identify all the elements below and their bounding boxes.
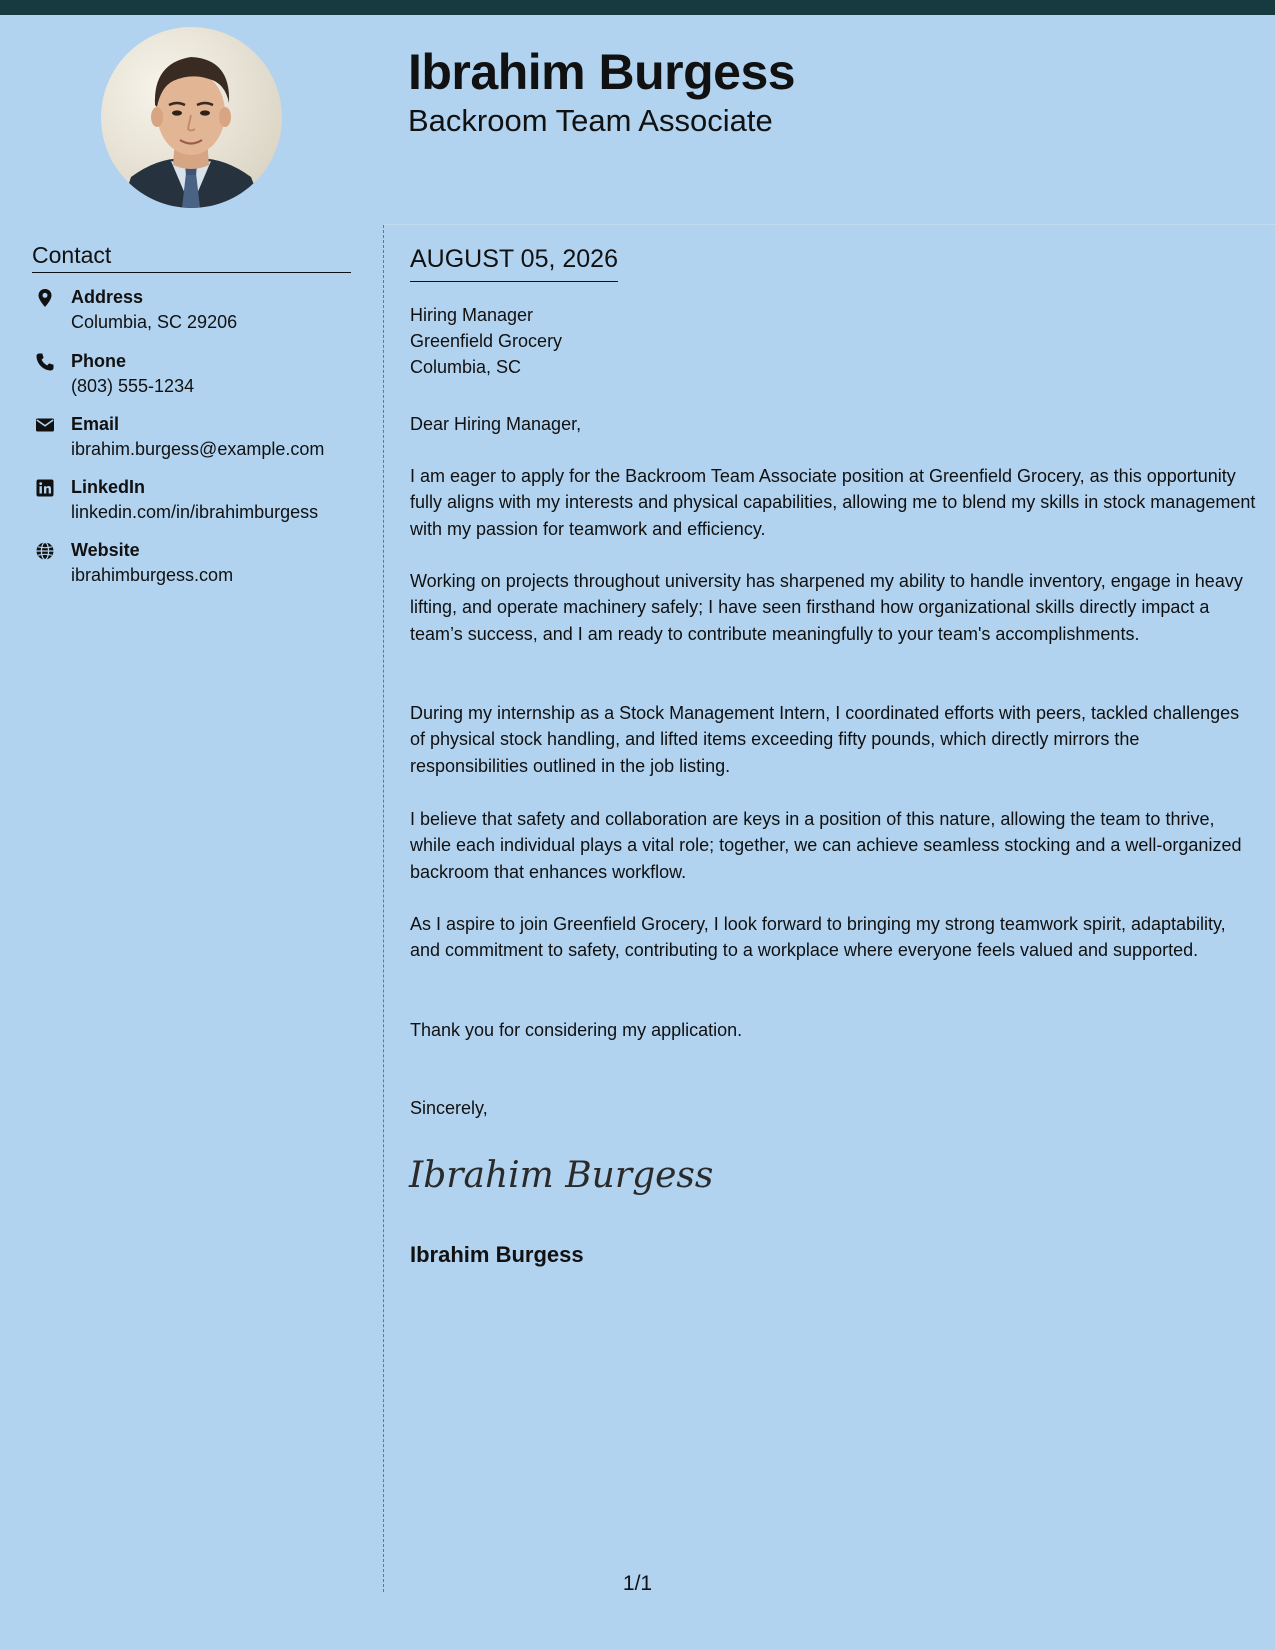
contact-phone xyxy=(32,348,362,400)
letter-date: AUGUST 05, 2026 xyxy=(410,243,618,282)
column-divider xyxy=(383,225,384,1592)
page-number: 1/1 xyxy=(622,1572,653,1595)
contact-value: ibrahim.burgess@example.com xyxy=(71,439,325,459)
globe-icon xyxy=(35,541,55,561)
salutation: Dear Hiring Manager, xyxy=(410,414,582,434)
top-accent-bar xyxy=(0,0,1275,15)
linkedin-icon xyxy=(35,478,55,498)
letter-paragraph: During my internship as a Stock Management Intern, I coordinated efforts with peers, tackled challenges of physical stock handling, and lifted items exceeding fifty pounds, which directly mirrors the responsibilities outlined in the job listing. xyxy=(410,703,1240,776)
map-pin-icon xyxy=(35,288,55,308)
letter-paragraph: Thank you for considering my application. xyxy=(410,1020,743,1040)
contact-heading: Contact xyxy=(32,240,351,273)
closing: Sincerely, xyxy=(410,1098,488,1118)
handwritten-signature: Ibrahim Burgess xyxy=(409,1155,714,1196)
recipient-line: Hiring Manager xyxy=(410,305,534,325)
contact-email xyxy=(32,411,362,463)
contact-value: Columbia, SC 29206 xyxy=(71,312,238,332)
recipient-block xyxy=(410,302,562,380)
profile-photo xyxy=(101,27,282,208)
contact-value: ibrahimburgess.com xyxy=(71,565,234,585)
header-divider xyxy=(384,224,1275,225)
contact-label: Email xyxy=(71,414,120,434)
contact-website xyxy=(32,537,362,589)
recipient-line: Greenfield Grocery xyxy=(410,331,563,351)
signed-name: Ibrahim Burgess xyxy=(410,1242,584,1267)
applicant-name: Ibrahim Burgess xyxy=(408,44,796,100)
contact-value: (803) 555-1234 xyxy=(71,376,195,396)
contact-label: Address xyxy=(71,287,144,307)
letter-paragraph: As I aspire to join Greenfield Grocery, I look forward to bringing my strong teamwork spirit, adaptability, and commitment to safety, contributing to a workplace where everyone feels valued and supported. xyxy=(410,914,1226,961)
phone-icon xyxy=(35,352,55,372)
contact-address xyxy=(32,284,362,336)
contact-value: linkedin.com/in/ibrahimburgess xyxy=(71,502,319,522)
recipient-line: Columbia, SC xyxy=(410,357,522,377)
contact-linkedin xyxy=(32,474,362,526)
contact-label: Website xyxy=(71,540,140,560)
letter-paragraph: Working on projects throughout university has sharpened my ability to handle inventory, engage in heavy lifting, and operate machinery safely; I have seen firsthand how organizational skills directly impact a team’s success, and I am ready to contribute meaningfully to your team's accomplishments. xyxy=(410,571,1243,644)
job-title: Backroom Team Associate xyxy=(408,103,773,138)
envelope-icon xyxy=(35,415,55,435)
contact-label: LinkedIn xyxy=(71,477,146,497)
letter-paragraph: I believe that safety and collaboration are keys in a position of this nature, allowing the team to thrive, while each individual plays a vital role; together, we can achieve seamless stocking and a well-organized backroom that enhances workflow. xyxy=(410,809,1242,882)
letter-paragraph: I am eager to apply for the Backroom Team Associate position at Greenfield Grocery, as this opportunity fully aligns with my interests and physical capabilities, allowing me to blend my skills in stock management with my passion for teamwork and efficiency. xyxy=(410,466,1256,539)
contact-label: Phone xyxy=(71,351,127,371)
